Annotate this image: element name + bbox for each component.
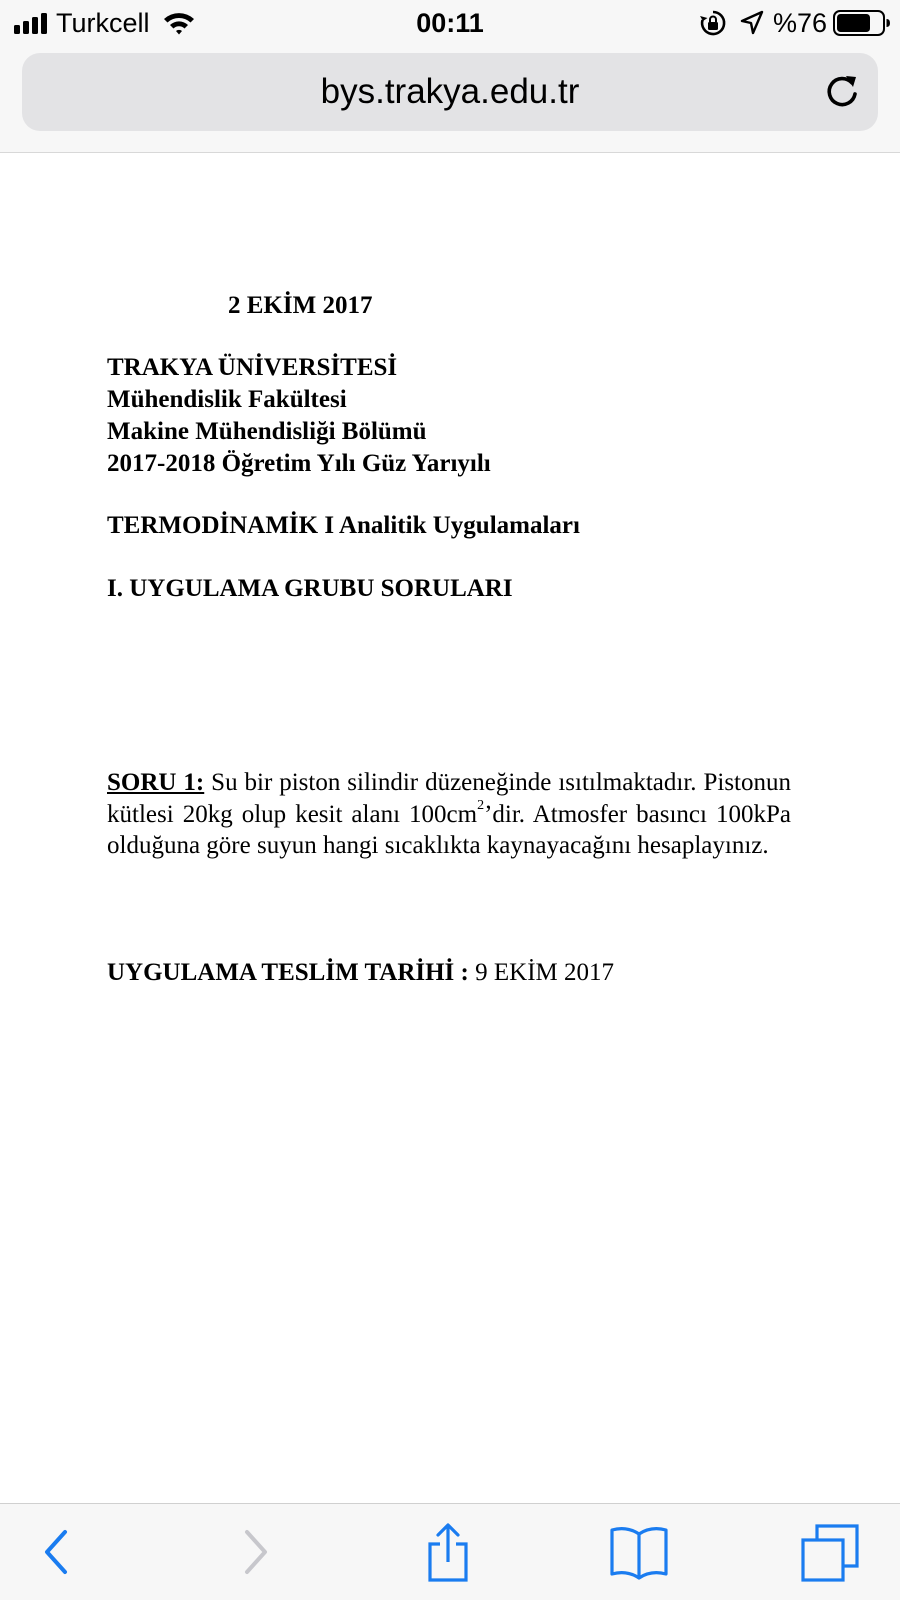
share-icon[interactable] <box>418 1522 478 1582</box>
question-1 <box>107 767 791 862</box>
department-name: Makine Mühendisliği Bölümü <box>107 418 427 445</box>
status-bar <box>0 0 900 46</box>
rotation-lock-icon <box>699 9 727 37</box>
question-text-part1: Su bir piston silindir düzeneğinde ısıtılmaktadır. Pistonun kütlesi 20kg olup kesit alanı 100cm <box>107 769 791 828</box>
bookmarks-icon[interactable] <box>609 1522 669 1582</box>
address-bar[interactable] <box>22 53 878 131</box>
course-title: TERMODİNAMİK I Analitik Uygulamaları <box>107 512 580 539</box>
browser-top-chrome <box>0 0 900 153</box>
document-page <box>0 153 900 1503</box>
browser-toolbar <box>0 1503 900 1600</box>
document-date: 2 EKİM 2017 <box>228 292 373 319</box>
reload-icon[interactable] <box>822 72 862 112</box>
deadline-label: UYGULAMA TESLİM TARİHİ : <box>107 959 469 986</box>
battery-icon <box>833 10 891 36</box>
question-superscript: 2 <box>477 798 485 814</box>
url-text[interactable]: bys.trakya.edu.tr <box>320 72 580 111</box>
back-icon[interactable] <box>27 1522 87 1582</box>
battery-percentage: %76 <box>773 8 828 38</box>
tabs-icon[interactable] <box>801 1522 861 1582</box>
deadline-value: 9 EKİM 2017 <box>468 959 615 986</box>
faculty-name: Mühendislik Fakültesi <box>107 386 347 413</box>
question-text-part2: ’dir. Atmosfer basıncı 100kPa olduğuna göre suyun hangi sıcaklıkta kaynayacağını hesaplayınız. <box>107 800 791 860</box>
carrier-name: Turkcell <box>56 8 150 38</box>
question-group-title: I. UYGULAMA GRUBU SORULARI <box>107 575 513 602</box>
deadline-line <box>107 957 614 989</box>
question-label: SORU 1: <box>107 769 205 796</box>
academic-term: 2017-2018 Öğretim Yılı Güz Yarıyılı <box>107 450 491 477</box>
status-time: 00:11 <box>416 8 484 38</box>
location-arrow-icon <box>740 10 764 36</box>
forward-icon[interactable] <box>225 1522 285 1582</box>
university-name: TRAKYA ÜNİVERSİTESİ <box>107 354 398 381</box>
